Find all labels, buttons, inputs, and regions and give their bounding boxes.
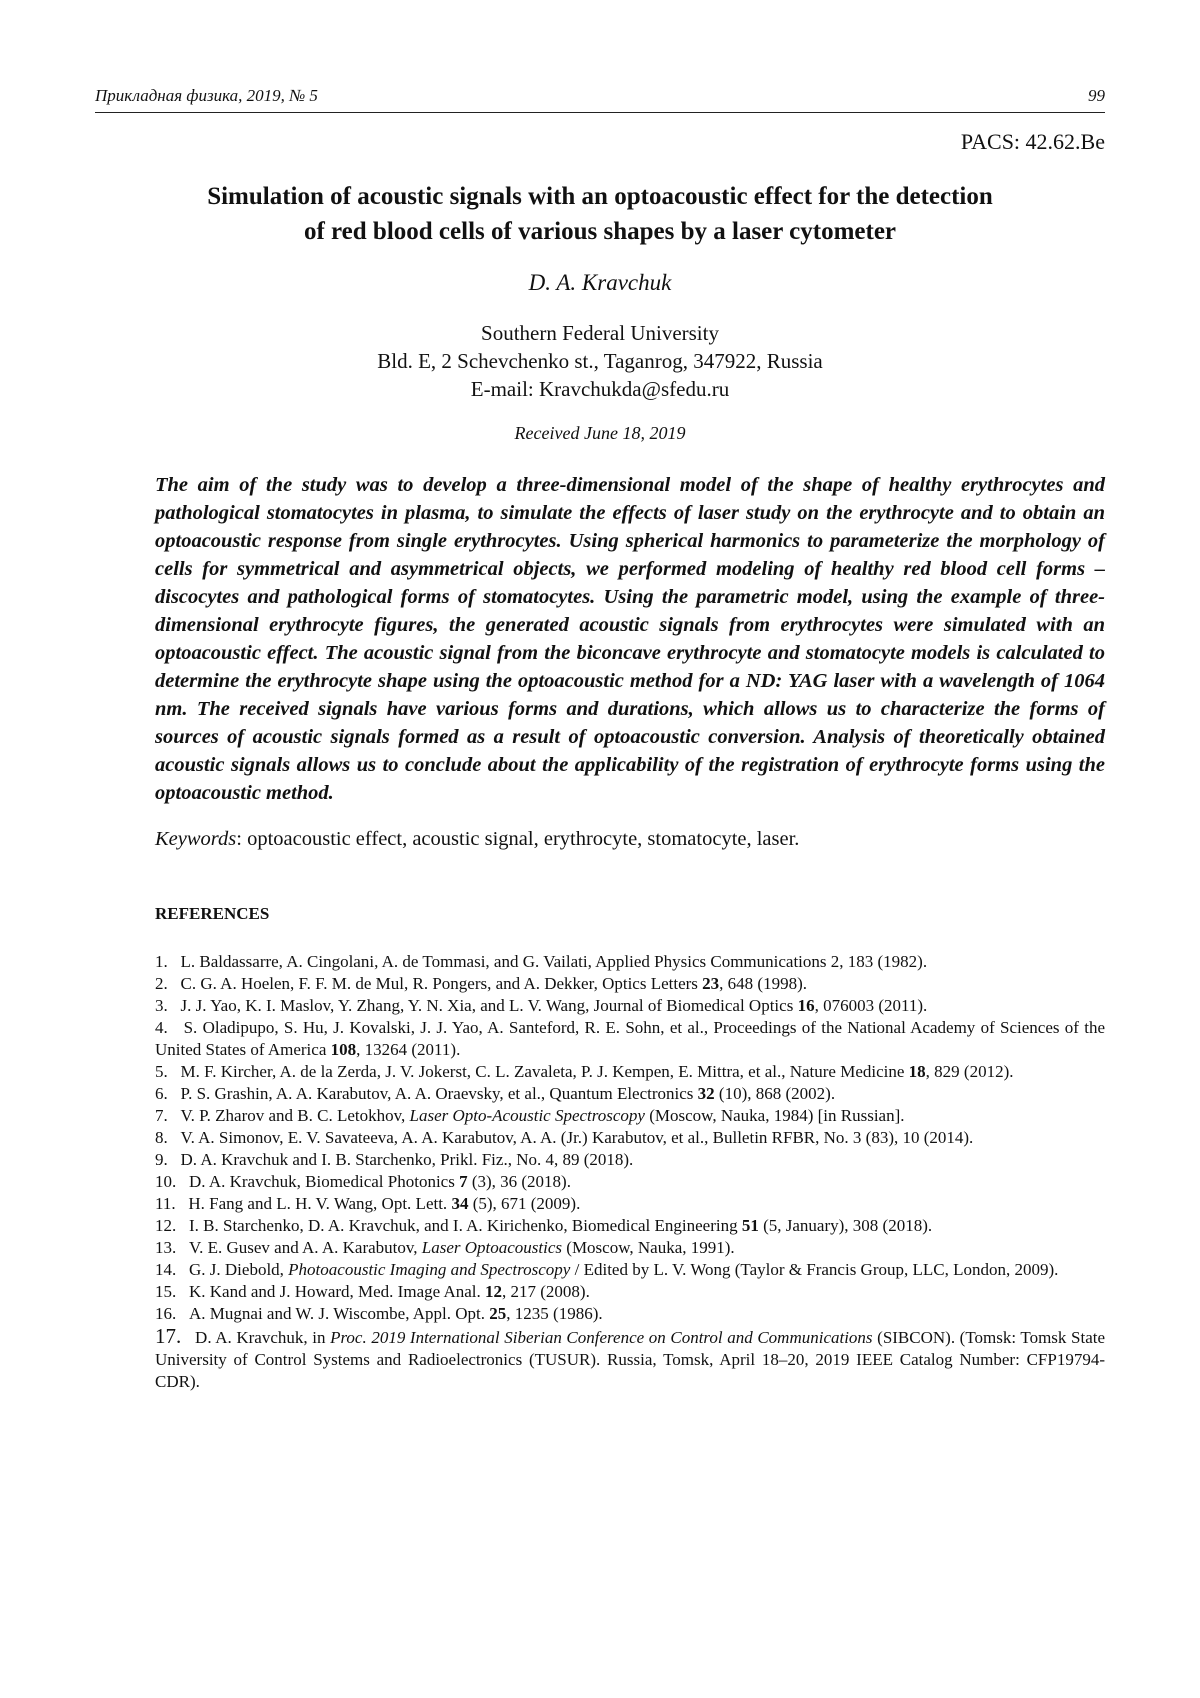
reference-number: 15. <box>155 1282 177 1301</box>
paper-page <box>95 86 1105 1393</box>
reference-text: D. A. Kravchuk, in <box>195 1328 331 1347</box>
reference-text: 16 <box>797 996 815 1015</box>
reference-text: 108 <box>330 1040 357 1059</box>
reference-text: 32 <box>697 1084 715 1103</box>
running-header <box>95 86 1105 113</box>
reference-text: 7 <box>459 1172 468 1191</box>
reference-number: 11. <box>155 1194 176 1213</box>
reference-number: 13. <box>155 1238 177 1257</box>
reference-text: S. Oladipupo, S. Hu, J. Kovalski, J. J. Yao, A. Santeford, R. E. Sohn, et al., Proceedings of the National Academy of Sciences of the United States of America <box>155 1018 1105 1059</box>
title-line-1: Simulation of acoustic signals with an optoacoustic effect for the detection <box>207 183 993 210</box>
reference-text: Proc. 2019 International Siberian Conference on Control and Communications <box>330 1328 873 1347</box>
reference-number: 10. <box>155 1172 177 1191</box>
reference-item <box>155 1303 1105 1325</box>
reference-text: , 648 (1998). <box>719 974 807 993</box>
reference-item <box>155 1149 1105 1171</box>
reference-item <box>155 1325 1105 1393</box>
reference-text: (Moscow, Nauka, 1991). <box>562 1238 735 1257</box>
reference-text: K. Kand and J. Howard, Med. Image Anal. <box>189 1282 486 1301</box>
reference-text: I. B. Starchenko, D. A. Kravchuk, and I. A. Kirichenko, Biomedical Engineering <box>189 1216 742 1235</box>
reference-item <box>155 1215 1105 1237</box>
reference-text: , 1235 (1986). <box>506 1304 603 1323</box>
reference-text: , 076003 (2011). <box>814 996 928 1015</box>
reference-text: (SIBCON). (Tomsk: Tomsk State University of Control Systems and Radioelectronics (TUSUR). Russia, Tomsk, April 18–20, 2019 IEEE Catalog Number: CFP19794-CDR). <box>155 1328 1106 1391</box>
affiliation <box>95 319 1105 403</box>
reference-number: 17. <box>155 1324 182 1348</box>
reference-number: 9. <box>155 1150 168 1169</box>
reference-text: V. E. Gusev and A. A. Karabutov, <box>189 1238 422 1257</box>
reference-item <box>155 1237 1105 1259</box>
reference-text: Laser Optoacoustics <box>421 1238 563 1257</box>
reference-text: C. G. A. Hoelen, F. F. M. de Mul, R. Pongers, and A. Dekker, Optics Letters <box>180 974 703 993</box>
reference-text: (10), 868 (2002). <box>714 1084 836 1103</box>
reference-item <box>155 1083 1105 1105</box>
reference-number: 3. <box>155 996 168 1015</box>
journal-name: Прикладная физика, 2019, № 5 <box>95 86 318 105</box>
reference-item <box>155 1193 1105 1215</box>
reference-text: G. J. Diebold, <box>189 1260 289 1279</box>
reference-text: / Edited by L. V. Wong (Taylor & Francis Group, LLC, London, 2009). <box>570 1260 1059 1279</box>
reference-item <box>155 1281 1105 1303</box>
reference-text: D. A. Kravchuk, Biomedical Photonics <box>189 1172 460 1191</box>
references-list <box>155 951 1105 1393</box>
reference-text: (3), 36 (2018). <box>467 1172 571 1191</box>
reference-text: L. Baldassarre, A. Cingolani, A. de Tommasi, and G. Vailati, Applied Physics Communications 2, 183 (1982). <box>180 952 928 971</box>
reference-number: 12. <box>155 1216 177 1235</box>
reference-number: 16. <box>155 1304 177 1323</box>
reference-number: 6. <box>155 1084 168 1103</box>
reference-text: , 829 (2012). <box>925 1062 1014 1081</box>
reference-text: 23 <box>702 974 720 993</box>
reference-item <box>155 1171 1105 1193</box>
page-number: 99 <box>1088 86 1105 105</box>
reference-number: 4. <box>155 1018 168 1037</box>
reference-item <box>155 995 1105 1017</box>
reference-item <box>155 1105 1105 1127</box>
reference-text: 25 <box>489 1304 507 1323</box>
reference-text: V. P. Zharov and B. C. Letokhov, <box>180 1106 410 1125</box>
reference-item <box>155 973 1105 995</box>
reference-text: P. S. Grashin, A. A. Karabutov, A. A. Oraevsky, et al., Quantum Electronics <box>180 1084 698 1103</box>
reference-number: 8. <box>155 1128 168 1147</box>
reference-item <box>155 1127 1105 1149</box>
reference-item <box>155 1259 1105 1281</box>
reference-text: 18 <box>908 1062 926 1081</box>
reference-text: A. Mugnai and W. J. Wiscombe, Appl. Opt. <box>189 1304 490 1323</box>
title-line-2: of red blood cells of various shapes by a laser cytometer <box>303 218 897 245</box>
reference-text: V. A. Simonov, E. V. Savateeva, A. A. Karabutov, A. A. (Jr.) Karabutov, et al., Bulletin RFBR, No. 3 (83), 10 (2014). <box>180 1128 974 1147</box>
received-date: Received June 18, 2019 <box>514 423 686 443</box>
keywords-text: : optoacoustic effect, acoustic signal, erythrocyte, stomatocyte, laser. <box>236 828 800 850</box>
reference-text: M. F. Kircher, A. de la Zerda, J. V. Jokerst, C. L. Zavaleta, P. J. Kempen, E. Mittra, et al., Nature Medicine <box>180 1062 909 1081</box>
affiliation-email: E-mail: Kravchukda@sfedu.ru <box>470 377 730 401</box>
keywords <box>155 825 1105 853</box>
paper-title <box>155 179 1045 249</box>
references-heading: REFERENCES <box>155 904 270 923</box>
reference-number: 5. <box>155 1062 168 1081</box>
keywords-label: Keywords <box>155 828 237 850</box>
abstract: The aim of the study was to develop a three-dimensional model of the shape of healthy erythrocytes and pathological stomatocytes in plasma, to simulate the effects of laser study on the erythrocyte and to obtain an optoacoustic response from single erythrocytes. Using spherical harmonics to parameterize the morphology of cells for symmetrical and asymmetrical objects, we performed modeling of healthy red blood cell forms – discocytes and pathological forms of stomatocytes. Using the parametric model, using the example of three-dimensional erythrocyte figures, the generated acoustic signals from erythrocytes were simulated with an optoacoustic effect. The acoustic signal from the biconcave erythrocyte and stomatocyte models is calculated to determine the erythrocyte shape using the optoacoustic method for a ND: YAG laser with a wavelength of 1064 nm. The received signals have various forms and durations, which allows us to characterize the forms of sources of acoustic signals formed as a result of optoacoustic conversion. Analysis of theoretically obtained acoustic signals allows us to conclude about the applicability of the registration of erythrocyte forms using the optoacoustic method. <box>155 474 1105 804</box>
reference-text: 12 <box>485 1282 503 1301</box>
reference-text: 51 <box>741 1216 759 1235</box>
reference-text: (5, January), 308 (2018). <box>758 1216 933 1235</box>
affiliation-address: Bld. E, 2 Schevchenko st., Taganrog, 347922, Russia <box>377 349 823 373</box>
pacs-code: PACS: 42.62.Be <box>960 129 1105 154</box>
reference-number: 2. <box>155 974 168 993</box>
author: D. A. Kravchuk <box>528 270 672 295</box>
reference-text: J. J. Yao, K. I. Maslov, Y. Zhang, Y. N. Xia, and L. V. Wang, Journal of Biomedical Optics <box>180 996 798 1015</box>
reference-text: (Moscow, Nauka, 1984) [in Russian]. <box>644 1106 905 1125</box>
reference-text: Laser Opto-Acoustic Spectroscopy <box>409 1106 645 1125</box>
reference-number: 7. <box>155 1106 168 1125</box>
reference-text: D. A. Kravchuk and I. B. Starchenko, Prikl. Fiz., No. 4, 89 (2018). <box>180 1150 634 1169</box>
reference-text: , 217 (2008). <box>502 1282 590 1301</box>
reference-item <box>155 951 1105 973</box>
reference-item <box>155 1017 1105 1061</box>
reference-text: 34 <box>451 1194 469 1213</box>
reference-text: (5), 671 (2009). <box>468 1194 581 1213</box>
affiliation-org: Southern Federal University <box>481 321 719 345</box>
reference-number: 14. <box>155 1260 177 1279</box>
reference-text: , 13264 (2011). <box>356 1040 461 1059</box>
reference-number: 1. <box>155 952 168 971</box>
reference-text: H. Fang and L. H. V. Wang, Opt. Lett. <box>188 1194 452 1213</box>
reference-text: Photoacoustic Imaging and Spectroscopy <box>288 1260 571 1279</box>
reference-item <box>155 1061 1105 1083</box>
